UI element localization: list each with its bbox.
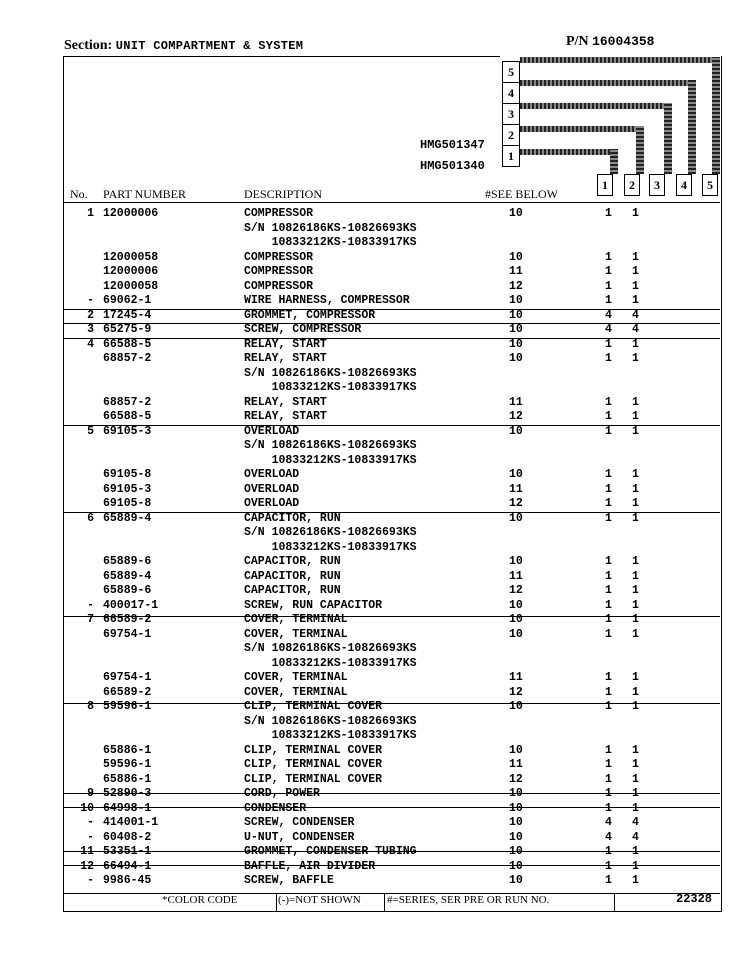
series: 10 [509, 845, 523, 858]
description: S/N 10826186KS-10826693KS [244, 642, 417, 655]
part-number: 66588-5 [103, 337, 152, 351]
description: 10833212KS-10833917KS [244, 381, 417, 394]
series: 10 [509, 816, 523, 829]
column-number-1: 1 [597, 174, 613, 196]
quantity-model-1: 4 [605, 308, 612, 322]
quantity-model-2: 4 [632, 308, 639, 322]
description: SCREW, BAFFLE [244, 874, 334, 887]
quantity-model-2: 1 [632, 250, 639, 264]
item-number: 12 [80, 859, 94, 873]
part-number: 66589-2 [103, 685, 152, 699]
part-number: 69105-3 [103, 424, 152, 438]
quantity-model-2: 1 [632, 207, 639, 220]
item-number: 11 [80, 845, 94, 858]
key-bar-4-vertical [688, 80, 696, 174]
description: CAPACITOR, RUN [244, 511, 341, 525]
part-number: 66589-2 [103, 613, 152, 626]
description: RELAY, START [244, 337, 327, 351]
quantity-model-2: 1 [632, 627, 639, 641]
quantity-model-2: 4 [632, 323, 639, 336]
footer-separator [614, 893, 615, 911]
item-number: 6 [87, 511, 94, 525]
part-number: 9986-45 [103, 874, 152, 887]
footer-not-shown: (-)=NOT SHOWN [278, 894, 361, 906]
quantity-model-1: 1 [605, 250, 612, 264]
group-divider [63, 512, 720, 513]
part-number: 65275-9 [103, 323, 152, 336]
model-number-2: HMG501340 [420, 159, 485, 173]
part-number: 12000058 [103, 279, 159, 293]
series: 10 [509, 207, 523, 220]
quantity-model-2: 1 [632, 511, 639, 525]
quantity-model-2: 4 [632, 830, 639, 844]
item-number: 4 [87, 337, 94, 351]
quantity-model-1: 1 [605, 743, 612, 757]
model-box-2: 2 [502, 124, 520, 146]
quantity-model-2: 1 [632, 352, 639, 365]
quantity-model-1: 1 [605, 265, 612, 278]
footer-color-code: *COLOR CODE [162, 894, 238, 906]
description: COVER, TERMINAL [244, 685, 348, 699]
part-number: 65889-6 [103, 584, 152, 597]
quantity-model-1: 1 [605, 859, 612, 873]
description: COMPRESSOR [244, 279, 314, 293]
description: COVER, TERMINAL [244, 613, 348, 626]
part-number: 66588-5 [103, 410, 152, 423]
description: CAPACITOR, RUN [244, 569, 341, 583]
description: COMPRESSOR [244, 207, 314, 220]
description: BAFFLE, AIR DIVIDER [244, 859, 376, 873]
quantity-model-1: 1 [605, 627, 612, 641]
quantity-model-1: 4 [605, 830, 612, 844]
description: SCREW, CONDENSER [244, 816, 355, 829]
description: OVERLOAD [244, 468, 300, 481]
key-bar-1 [520, 149, 616, 155]
key-bar-5-vertical [712, 57, 720, 174]
series: 10 [509, 308, 523, 322]
series: 10 [509, 801, 523, 815]
quantity-model-1: 1 [605, 207, 612, 220]
quantity-model-1: 1 [605, 294, 612, 307]
part-number: 53351-1 [103, 845, 152, 858]
column-number-5: 5 [702, 174, 718, 196]
series: 10 [509, 743, 523, 757]
quantity-model-2: 1 [632, 279, 639, 293]
quantity-model-2: 1 [632, 294, 639, 307]
item-number: 5 [87, 424, 94, 438]
model-number-1: HMG501347 [420, 138, 485, 152]
quantity-model-2: 1 [632, 424, 639, 438]
footer-series-note: #=SERIES, SER PRE OR RUN NO. [387, 894, 550, 906]
part-number: 66494-1 [103, 859, 152, 873]
quantity-model-1: 4 [605, 323, 612, 336]
quantity-model-2: 1 [632, 555, 639, 568]
series: 10 [509, 555, 523, 568]
description: RELAY, START [244, 352, 327, 365]
quantity-model-2: 1 [632, 337, 639, 351]
quantity-model-2: 1 [632, 569, 639, 583]
series: 10 [509, 250, 523, 264]
group-divider [63, 338, 720, 339]
description: RELAY, START [244, 395, 327, 409]
quantity-model-2: 1 [632, 671, 639, 684]
part-number: 69062-1 [103, 294, 152, 307]
quantity-model-1: 1 [605, 482, 612, 496]
description: S/N 10826186KS-10826693KS [244, 439, 417, 452]
footer-doc-number: 22328 [676, 892, 713, 906]
series: 11 [509, 265, 523, 278]
description: S/N 10826186KS-10826693KS [244, 526, 417, 539]
quantity-model-2: 1 [632, 265, 639, 278]
item-number: 9 [87, 787, 94, 800]
description: 10833212KS-10833917KS [244, 453, 417, 467]
group-divider [63, 309, 720, 310]
description: GROMMET, COMPRESSOR [244, 308, 376, 322]
series: 12 [509, 685, 523, 699]
series: 10 [509, 700, 523, 713]
quantity-model-2: 1 [632, 613, 639, 626]
description: SCREW, COMPRESSOR [244, 323, 362, 336]
section-heading [64, 38, 303, 54]
series: 10 [509, 323, 523, 336]
description: S/N 10826186KS-10826693KS [244, 366, 417, 380]
series: 12 [509, 584, 523, 597]
part-number: 65886-1 [103, 772, 152, 786]
part-number: 52890-3 [103, 787, 152, 800]
quantity-model-1: 1 [605, 758, 612, 771]
frame-top-line [63, 56, 500, 57]
description: OVERLOAD [244, 482, 300, 496]
item-number: - [87, 874, 94, 887]
description: U-NUT, CONDENSER [244, 830, 355, 844]
description: COVER, TERMINAL [244, 671, 348, 684]
quantity-model-1: 1 [605, 569, 612, 583]
key-bar-1-vertical [610, 149, 618, 174]
description: OVERLOAD [244, 424, 300, 438]
quantity-model-1: 1 [605, 424, 612, 438]
item-number: - [87, 598, 94, 612]
column-header-no: No. [70, 187, 88, 201]
quantity-model-2: 1 [632, 787, 639, 800]
key-bar-2 [520, 126, 644, 132]
quantity-model-2: 1 [632, 685, 639, 699]
series: 10 [509, 830, 523, 844]
series: 11 [509, 395, 523, 409]
part-number: 65886-1 [103, 743, 152, 757]
series: 10 [509, 352, 523, 365]
key-bar-4 [520, 80, 696, 86]
quantity-model-1: 1 [605, 584, 612, 597]
series: 11 [509, 671, 523, 684]
quantity-model-1: 1 [605, 352, 612, 365]
quantity-model-1: 1 [605, 598, 612, 612]
key-bar-2-vertical [636, 126, 644, 174]
series: 12 [509, 279, 523, 293]
part-number: 69105-3 [103, 482, 152, 496]
series: 10 [509, 294, 523, 307]
part-number: 12000006 [103, 207, 159, 220]
description: CLIP, TERMINAL COVER [244, 743, 383, 757]
description: CLIP, TERMINAL COVER [244, 772, 383, 786]
part-number: 12000006 [103, 265, 159, 278]
quantity-model-2: 1 [632, 395, 639, 409]
description: CAPACITOR, RUN [244, 584, 341, 597]
quantity-model-2: 1 [632, 743, 639, 757]
group-divider [63, 807, 720, 808]
part-number: 12000058 [103, 250, 159, 264]
group-divider [63, 793, 720, 794]
group-divider [63, 616, 720, 617]
quantity-model-1: 1 [605, 845, 612, 858]
item-number: 1 [87, 207, 94, 220]
description: 10833212KS-10833917KS [244, 540, 417, 554]
part-number: 69105-8 [103, 497, 152, 510]
part-number: 68857-2 [103, 352, 152, 365]
quantity-model-2: 1 [632, 410, 639, 423]
column-header-part-number: PART NUMBER [103, 187, 186, 201]
description: COVER, TERMINAL [244, 627, 348, 641]
quantity-model-1: 1 [605, 613, 612, 626]
part-number: 400017-1 [103, 598, 159, 612]
description: OVERLOAD [244, 497, 300, 510]
quantity-model-1: 1 [605, 700, 612, 713]
footer-separator [384, 893, 385, 911]
quantity-model-1: 1 [605, 874, 612, 887]
column-header-description: DESCRIPTION [244, 187, 323, 201]
column-number-2: 2 [624, 174, 640, 196]
description: CLIP, TERMINAL COVER [244, 758, 383, 771]
series: 10 [509, 627, 523, 641]
series: 10 [509, 874, 523, 887]
item-number: - [87, 830, 94, 844]
part-number: 60408-2 [103, 830, 152, 844]
series: 10 [509, 337, 523, 351]
series: 12 [509, 497, 523, 510]
series: 10 [509, 511, 523, 525]
part-number: 414001-1 [103, 816, 159, 829]
quantity-model-1: 1 [605, 337, 612, 351]
section-label: Section: [64, 38, 113, 53]
description: 10833212KS-10833917KS [244, 729, 417, 742]
part-number: 65889-6 [103, 555, 152, 568]
description: CLIP, TERMINAL COVER [244, 700, 383, 713]
column-number-4: 4 [676, 174, 692, 196]
footer-separator [276, 893, 277, 911]
part-number: 59596-1 [103, 700, 152, 713]
quantity-model-1: 1 [605, 395, 612, 409]
quantity-model-1: 1 [605, 555, 612, 568]
quantity-model-2: 1 [632, 598, 639, 612]
quantity-model-2: 1 [632, 859, 639, 873]
quantity-model-2: 1 [632, 874, 639, 887]
description: SCREW, RUN CAPACITOR [244, 598, 383, 612]
part-number: 64998-1 [103, 801, 152, 815]
description: CORD, POWER [244, 787, 320, 800]
quantity-model-2: 1 [632, 584, 639, 597]
description: CONDENSER [244, 801, 307, 815]
quantity-model-2: 4 [632, 816, 639, 829]
description: CAPACITOR, RUN [244, 555, 341, 568]
quantity-model-1: 1 [605, 671, 612, 684]
column-header-see-below: #SEE BELOW [485, 187, 558, 201]
quantity-model-1: 4 [605, 816, 612, 829]
item-number: 3 [87, 323, 94, 336]
group-divider [63, 425, 720, 426]
quantity-model-1: 1 [605, 787, 612, 800]
quantity-model-1: 1 [605, 801, 612, 815]
quantity-model-2: 1 [632, 845, 639, 858]
model-box-5: 5 [502, 61, 520, 83]
group-divider [63, 851, 720, 852]
part-number: 69754-1 [103, 627, 152, 641]
item-number: 2 [87, 308, 94, 322]
part-number: 65889-4 [103, 511, 152, 525]
quantity-model-2: 1 [632, 700, 639, 713]
part-number-heading [566, 34, 654, 50]
series: 10 [509, 613, 523, 626]
series: 11 [509, 482, 523, 496]
group-divider [63, 865, 720, 866]
description: 10833212KS-10833917KS [244, 656, 417, 670]
item-number: - [87, 294, 94, 307]
key-bar-3-vertical [664, 103, 672, 174]
column-number-3: 3 [649, 174, 665, 196]
series: 12 [509, 772, 523, 786]
description: RELAY, START [244, 410, 327, 423]
series: 10 [509, 787, 523, 800]
key-bar-5 [520, 57, 720, 63]
group-divider [63, 703, 720, 704]
description: COMPRESSOR [244, 250, 314, 264]
description: GROMMET, CONDENSER TUBING [244, 845, 417, 858]
part-number: 69754-1 [103, 671, 152, 684]
item-number: 10 [80, 801, 94, 815]
description: S/N 10826186KS-10826693KS [244, 714, 417, 728]
item-number: 8 [87, 700, 94, 713]
quantity-model-1: 1 [605, 497, 612, 510]
quantity-model-2: 1 [632, 801, 639, 815]
part-number: 17245-4 [103, 308, 152, 322]
quantity-model-2: 1 [632, 772, 639, 786]
series: 10 [509, 468, 523, 481]
series: 12 [509, 410, 523, 423]
part-number: 69105-8 [103, 468, 152, 481]
quantity-model-2: 1 [632, 482, 639, 496]
description: S/N 10826186KS-10826693KS [244, 221, 417, 235]
quantity-model-1: 1 [605, 279, 612, 293]
pn-label: P/N [566, 34, 589, 49]
key-bar-3 [520, 103, 672, 109]
description: WIRE HARNESS, COMPRESSOR [244, 294, 410, 307]
series: 10 [509, 859, 523, 873]
item-number: - [87, 816, 94, 829]
model-box-4: 4 [502, 82, 520, 104]
series: 10 [509, 424, 523, 438]
quantity-model-2: 1 [632, 468, 639, 481]
quantity-model-1: 1 [605, 410, 612, 423]
model-box-3: 3 [502, 103, 520, 125]
series: 10 [509, 598, 523, 612]
group-divider [63, 323, 720, 324]
item-number: 7 [87, 613, 94, 626]
model-box-1: 1 [502, 145, 520, 167]
header-divider [63, 202, 720, 203]
description: 10833212KS-10833917KS [244, 236, 417, 249]
quantity-model-2: 1 [632, 758, 639, 771]
quantity-model-1: 1 [605, 511, 612, 525]
part-number: 65889-4 [103, 569, 152, 583]
quantity-model-1: 1 [605, 468, 612, 481]
quantity-model-2: 1 [632, 497, 639, 510]
section-value: UNIT COMPARTMENT & SYSTEM [115, 39, 304, 53]
description: COMPRESSOR [244, 265, 314, 278]
part-number: 68857-2 [103, 395, 152, 409]
part-number: 59596-1 [103, 758, 152, 771]
series: 11 [509, 569, 523, 583]
quantity-model-1: 1 [605, 772, 612, 786]
quantity-model-1: 1 [605, 685, 612, 699]
pn-value: 16004358 [592, 34, 655, 49]
series: 11 [509, 758, 523, 771]
